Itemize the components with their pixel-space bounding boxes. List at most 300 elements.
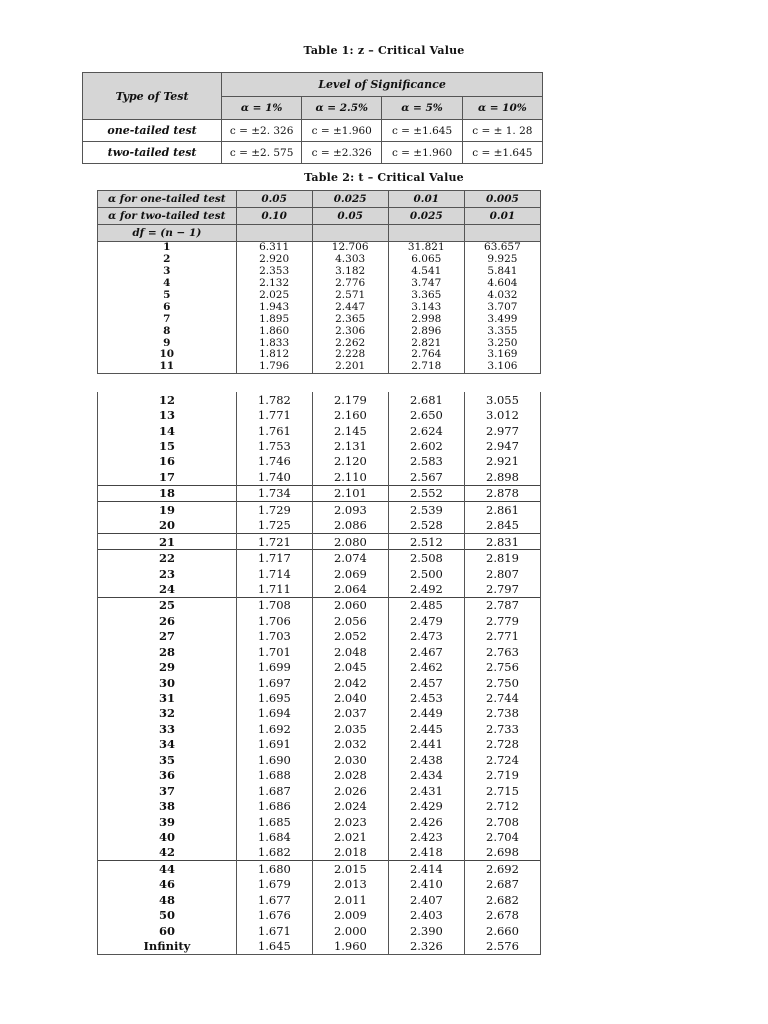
df-cell: 15 bbox=[98, 438, 237, 453]
df-cell: 34 bbox=[98, 737, 237, 752]
t-value-cell: 2.764 bbox=[388, 349, 464, 361]
t-value-cell: 2.306 bbox=[312, 325, 388, 337]
table-row bbox=[98, 659, 541, 674]
t-value-cell: 2.650 bbox=[388, 407, 464, 422]
table-row bbox=[98, 721, 541, 736]
t-value-cell: 2.353 bbox=[236, 266, 312, 278]
t-value-cell: 3.012 bbox=[464, 407, 540, 422]
df-cell: 50 bbox=[98, 907, 237, 922]
t-value-cell: 2.037 bbox=[312, 706, 388, 721]
t-value-cell: 1.682 bbox=[236, 845, 312, 861]
t-value-cell: 3.707 bbox=[464, 301, 540, 313]
t-value-cell: 1.833 bbox=[236, 337, 312, 349]
table-row bbox=[98, 675, 541, 690]
df-cell: 12 bbox=[98, 392, 237, 407]
t-value-cell: 1.697 bbox=[236, 675, 312, 690]
t-value-cell: 2.060 bbox=[312, 597, 388, 613]
t-value-cell: 2.712 bbox=[464, 798, 540, 813]
t-value-cell: 2.120 bbox=[312, 454, 388, 469]
df-cell: 42 bbox=[98, 845, 237, 861]
t-value-cell: 2.473 bbox=[388, 629, 464, 644]
two-tailed-label: α for two-tailed test bbox=[98, 208, 237, 225]
t-value-cell: 1.692 bbox=[236, 721, 312, 736]
header-spacer bbox=[236, 225, 312, 242]
t-value-cell: 3.182 bbox=[312, 266, 388, 278]
t-value-cell: 2.861 bbox=[464, 502, 540, 518]
t-value-cell: 1.691 bbox=[236, 737, 312, 752]
t-value-cell: 2.042 bbox=[312, 675, 388, 690]
t-value-cell: 2.728 bbox=[464, 737, 540, 752]
t-critical-value-table-bottom bbox=[97, 392, 541, 955]
t-value-cell: 2.787 bbox=[464, 597, 540, 613]
df-cell: 10 bbox=[98, 349, 237, 361]
t-value-cell: 2.429 bbox=[388, 798, 464, 813]
df-cell: 33 bbox=[98, 721, 237, 736]
t-value-cell: 2.921 bbox=[464, 454, 540, 469]
type-of-test-header: Type of Test bbox=[83, 73, 222, 120]
t-value-cell: 2.738 bbox=[464, 706, 540, 721]
t-value-cell: 2.074 bbox=[312, 550, 388, 566]
t-value-cell: 2.698 bbox=[464, 845, 540, 861]
t-value-cell: 2.045 bbox=[312, 659, 388, 674]
t-value-cell: 2.407 bbox=[388, 892, 464, 907]
t-value-cell: 2.015 bbox=[312, 861, 388, 877]
t-value-cell: 2.687 bbox=[464, 877, 540, 892]
df-cell: 13 bbox=[98, 407, 237, 422]
t-value-cell: 2.681 bbox=[388, 392, 464, 407]
t-value-cell: 3.499 bbox=[464, 313, 540, 325]
table-row bbox=[98, 613, 541, 628]
t-value-cell: 2.660 bbox=[464, 923, 540, 938]
t-value-cell: 1.685 bbox=[236, 814, 312, 829]
header-spacer bbox=[312, 225, 388, 242]
one-tailed-label: α for one-tailed test bbox=[98, 191, 237, 208]
t-value-cell: 2.779 bbox=[464, 613, 540, 628]
t-value-cell: 2.485 bbox=[388, 597, 464, 613]
t-value-cell: 2.030 bbox=[312, 752, 388, 767]
t-value-cell: 1.687 bbox=[236, 783, 312, 798]
t-value-cell: 2.423 bbox=[388, 829, 464, 844]
t-value-cell: 2.831 bbox=[464, 533, 540, 549]
table-row bbox=[98, 392, 541, 407]
t-value-cell: 1.714 bbox=[236, 566, 312, 581]
t-value-cell: 2.101 bbox=[312, 485, 388, 501]
alpha-one-tailed: 0.005 bbox=[464, 191, 540, 208]
t-value-cell: 2.080 bbox=[312, 533, 388, 549]
t-value-cell: 2.467 bbox=[388, 644, 464, 659]
t-value-cell: 2.733 bbox=[464, 721, 540, 736]
t-value-cell: 2.898 bbox=[464, 469, 540, 485]
header-spacer bbox=[464, 225, 540, 242]
t-value-cell: 3.143 bbox=[388, 301, 464, 313]
t-value-cell: 1.676 bbox=[236, 907, 312, 922]
t-value-cell: 2.390 bbox=[388, 923, 464, 938]
t-value-cell: 1.717 bbox=[236, 550, 312, 566]
df-cell: 25 bbox=[98, 597, 237, 613]
table-row bbox=[98, 349, 541, 361]
df-cell: 26 bbox=[98, 613, 237, 628]
df-cell: 3 bbox=[98, 266, 237, 278]
t-value-cell: 2.035 bbox=[312, 721, 388, 736]
t-value-cell: 2.028 bbox=[312, 768, 388, 783]
t-value-cell: 2.447 bbox=[312, 301, 388, 313]
t-value-cell: 2.462 bbox=[388, 659, 464, 674]
t-value-cell: 2.131 bbox=[312, 438, 388, 453]
df-cell: 35 bbox=[98, 752, 237, 767]
header-spacer bbox=[388, 225, 464, 242]
t-value-cell: 1.725 bbox=[236, 518, 312, 534]
t-value-cell: 2.708 bbox=[464, 814, 540, 829]
table-row bbox=[98, 706, 541, 721]
t-value-cell: 2.064 bbox=[312, 581, 388, 597]
two-tailed-row bbox=[83, 142, 543, 164]
t-value-cell: 2.896 bbox=[388, 325, 464, 337]
t-value-cell: 2.750 bbox=[464, 675, 540, 690]
t-value-cell: 1.761 bbox=[236, 423, 312, 438]
df-cell: 16 bbox=[98, 454, 237, 469]
df-cell: 17 bbox=[98, 469, 237, 485]
t-value-cell: 2.807 bbox=[464, 566, 540, 581]
df-cell: 27 bbox=[98, 629, 237, 644]
t-value-cell: 1.860 bbox=[236, 325, 312, 337]
t-value-cell: 2.512 bbox=[388, 533, 464, 549]
t-value-cell: 2.508 bbox=[388, 550, 464, 566]
t-value-cell: 2.069 bbox=[312, 566, 388, 581]
table-row bbox=[98, 768, 541, 783]
t-value-cell: 2.086 bbox=[312, 518, 388, 534]
t-value-cell: 2.056 bbox=[312, 613, 388, 628]
t-value-cell: 2.403 bbox=[388, 907, 464, 922]
t-value-cell: 2.048 bbox=[312, 644, 388, 659]
table-row bbox=[98, 938, 541, 954]
t-value-cell: 2.998 bbox=[388, 313, 464, 325]
table-row bbox=[98, 254, 541, 266]
t-value-cell: 1.812 bbox=[236, 349, 312, 361]
table-row bbox=[98, 266, 541, 278]
t-value-cell: 2.011 bbox=[312, 892, 388, 907]
df-cell: 20 bbox=[98, 518, 237, 534]
table-row bbox=[98, 361, 541, 373]
t-value-cell: 2.441 bbox=[388, 737, 464, 752]
t-value-cell: 1.771 bbox=[236, 407, 312, 422]
t-value-cell: 2.977 bbox=[464, 423, 540, 438]
z-table-title: Table 1: z – Critical Value bbox=[303, 44, 465, 57]
table-row bbox=[98, 907, 541, 922]
table-row bbox=[98, 313, 541, 325]
t-value-cell: 12.706 bbox=[312, 242, 388, 254]
t-value-cell: 31.821 bbox=[388, 242, 464, 254]
t-value-cell: 2.110 bbox=[312, 469, 388, 485]
t-value-cell: 2.414 bbox=[388, 861, 464, 877]
t-value-cell: 2.492 bbox=[388, 581, 464, 597]
df-cell: 36 bbox=[98, 768, 237, 783]
t-value-cell: 1.690 bbox=[236, 752, 312, 767]
t-value-cell: 2.023 bbox=[312, 814, 388, 829]
table-row bbox=[98, 923, 541, 938]
critical-value-cell: c = ±1.960 bbox=[382, 142, 462, 164]
alpha-one-tailed: 0.01 bbox=[388, 191, 464, 208]
t-value-cell: 1.703 bbox=[236, 629, 312, 644]
df-cell: 11 bbox=[98, 361, 237, 373]
table-row bbox=[98, 737, 541, 752]
t-value-cell: 1.711 bbox=[236, 581, 312, 597]
t-critical-value-table-top bbox=[97, 190, 541, 374]
t-value-cell: 2.009 bbox=[312, 907, 388, 922]
alpha-two-tailed: 0.025 bbox=[388, 208, 464, 225]
t-value-cell: 2.715 bbox=[464, 783, 540, 798]
table-row bbox=[98, 892, 541, 907]
df-cell: 2 bbox=[98, 254, 237, 266]
t-value-cell: 4.604 bbox=[464, 278, 540, 290]
t-value-cell: 2.132 bbox=[236, 278, 312, 290]
t-value-cell: 3.747 bbox=[388, 278, 464, 290]
t-value-cell: 1.701 bbox=[236, 644, 312, 659]
table-row bbox=[98, 597, 541, 613]
alpha-two-tailed: 0.10 bbox=[236, 208, 312, 225]
df-cell: 37 bbox=[98, 783, 237, 798]
t-value-cell: 2.032 bbox=[312, 737, 388, 752]
df-cell: 46 bbox=[98, 877, 237, 892]
t-value-cell: 2.040 bbox=[312, 690, 388, 705]
t-value-cell: 1.706 bbox=[236, 613, 312, 628]
t-value-cell: 2.947 bbox=[464, 438, 540, 453]
t-table-title: Table 2: t – Critical Value bbox=[304, 171, 464, 184]
t-value-cell: 2.426 bbox=[388, 814, 464, 829]
t-value-cell: 2.445 bbox=[388, 721, 464, 736]
t-value-cell: 1.679 bbox=[236, 877, 312, 892]
t-value-cell: 5.841 bbox=[464, 266, 540, 278]
t-value-cell: 2.528 bbox=[388, 518, 464, 534]
table-row bbox=[98, 644, 541, 659]
alpha-header: α = 1% bbox=[222, 97, 302, 120]
df-cell: 1 bbox=[98, 242, 237, 254]
t-value-cell: 1.960 bbox=[312, 938, 388, 954]
t-value-cell: 1.695 bbox=[236, 690, 312, 705]
t-value-cell: 2.845 bbox=[464, 518, 540, 534]
t-value-cell: 2.682 bbox=[464, 892, 540, 907]
t-value-cell: 2.771 bbox=[464, 629, 540, 644]
alpha-two-tailed: 0.05 bbox=[312, 208, 388, 225]
critical-value-cell: c = ±1.645 bbox=[382, 120, 462, 142]
t-value-cell: 3.365 bbox=[388, 290, 464, 302]
t-value-cell: 1.694 bbox=[236, 706, 312, 721]
critical-value-cell: c = ±2.326 bbox=[302, 142, 382, 164]
t-value-cell: 2.571 bbox=[312, 290, 388, 302]
table-row bbox=[98, 301, 541, 313]
df-cell: 28 bbox=[98, 644, 237, 659]
t-value-cell: 2.021 bbox=[312, 829, 388, 844]
t-value-cell: 2.145 bbox=[312, 423, 388, 438]
t-value-cell: 6.065 bbox=[388, 254, 464, 266]
t-value-cell: 3.355 bbox=[464, 325, 540, 337]
t-value-cell: 4.541 bbox=[388, 266, 464, 278]
critical-value-cell: c = ± 1. 28 bbox=[462, 120, 542, 142]
alpha-one-tailed: 0.05 bbox=[236, 191, 312, 208]
t-value-cell: 2.724 bbox=[464, 752, 540, 767]
table-row bbox=[98, 690, 541, 705]
t-value-cell: 2.438 bbox=[388, 752, 464, 767]
t-value-cell: 1.729 bbox=[236, 502, 312, 518]
t-value-cell: 63.657 bbox=[464, 242, 540, 254]
df-cell: 9 bbox=[98, 337, 237, 349]
t-value-cell: 1.753 bbox=[236, 438, 312, 453]
t-value-cell: 1.734 bbox=[236, 485, 312, 501]
t-value-cell: 1.721 bbox=[236, 533, 312, 549]
t-value-cell: 2.434 bbox=[388, 768, 464, 783]
df-cell: 38 bbox=[98, 798, 237, 813]
t-value-cell: 2.000 bbox=[312, 923, 388, 938]
df-cell: 19 bbox=[98, 502, 237, 518]
t-value-cell: 2.878 bbox=[464, 485, 540, 501]
t-value-cell: 1.684 bbox=[236, 829, 312, 844]
t-value-cell: 3.106 bbox=[464, 361, 540, 373]
alpha-header: α = 2.5% bbox=[302, 97, 382, 120]
t-value-cell: 2.453 bbox=[388, 690, 464, 705]
alpha-one-tailed: 0.025 bbox=[312, 191, 388, 208]
t-value-cell: 2.479 bbox=[388, 613, 464, 628]
t-value-cell: 2.776 bbox=[312, 278, 388, 290]
df-cell: 30 bbox=[98, 675, 237, 690]
df-cell: 40 bbox=[98, 829, 237, 844]
df-cell: 44 bbox=[98, 861, 237, 877]
table-row bbox=[98, 242, 541, 254]
table-row bbox=[98, 325, 541, 337]
df-cell: Infinity bbox=[98, 938, 237, 954]
t-value-cell: 2.026 bbox=[312, 783, 388, 798]
df-label: df = (n − 1) bbox=[98, 225, 237, 242]
row-label: one-tailed test bbox=[83, 120, 222, 142]
alpha-header: α = 10% bbox=[462, 97, 542, 120]
t-value-cell: 1.688 bbox=[236, 768, 312, 783]
t-value-cell: 2.262 bbox=[312, 337, 388, 349]
t-value-cell: 2.013 bbox=[312, 877, 388, 892]
df-cell: 8 bbox=[98, 325, 237, 337]
table-row bbox=[98, 550, 541, 566]
t-value-cell: 2.624 bbox=[388, 423, 464, 438]
alpha-two-tailed: 0.01 bbox=[464, 208, 540, 225]
t-value-cell: 2.018 bbox=[312, 845, 388, 861]
t-value-cell: 3.250 bbox=[464, 337, 540, 349]
table-row bbox=[98, 278, 541, 290]
t-value-cell: 2.678 bbox=[464, 907, 540, 922]
t-value-cell: 1.671 bbox=[236, 923, 312, 938]
table-row bbox=[98, 861, 541, 877]
t-value-cell: 2.228 bbox=[312, 349, 388, 361]
t-value-cell: 2.539 bbox=[388, 502, 464, 518]
t-value-cell: 2.920 bbox=[236, 254, 312, 266]
row-label: two-tailed test bbox=[83, 142, 222, 164]
t-value-cell: 1.708 bbox=[236, 597, 312, 613]
alpha-header: α = 5% bbox=[382, 97, 462, 120]
table-row bbox=[98, 502, 541, 518]
table-row bbox=[98, 566, 541, 581]
t-value-cell: 4.032 bbox=[464, 290, 540, 302]
table-row bbox=[98, 877, 541, 892]
df-cell: 14 bbox=[98, 423, 237, 438]
t-value-cell: 2.500 bbox=[388, 566, 464, 581]
one-tailed-row bbox=[83, 120, 543, 142]
table-row bbox=[98, 629, 541, 644]
df-cell: 22 bbox=[98, 550, 237, 566]
t-value-cell: 2.602 bbox=[388, 438, 464, 453]
t-value-cell: 9.925 bbox=[464, 254, 540, 266]
t-value-cell: 1.686 bbox=[236, 798, 312, 813]
t-value-cell: 1.680 bbox=[236, 861, 312, 877]
df-cell: 21 bbox=[98, 533, 237, 549]
t-value-cell: 2.326 bbox=[388, 938, 464, 954]
t-value-cell: 1.943 bbox=[236, 301, 312, 313]
df-cell: 18 bbox=[98, 485, 237, 501]
significance-header: Level of Significance bbox=[222, 73, 543, 97]
table-row bbox=[98, 829, 541, 844]
t-value-cell: 1.796 bbox=[236, 361, 312, 373]
df-cell: 23 bbox=[98, 566, 237, 581]
t-value-cell: 2.457 bbox=[388, 675, 464, 690]
t-value-cell: 2.797 bbox=[464, 581, 540, 597]
critical-value-cell: c = ±1.645 bbox=[462, 142, 542, 164]
t-value-cell: 2.552 bbox=[388, 485, 464, 501]
t-value-cell: 1.740 bbox=[236, 469, 312, 485]
df-cell: 48 bbox=[98, 892, 237, 907]
df-cell: 39 bbox=[98, 814, 237, 829]
t-value-cell: 2.179 bbox=[312, 392, 388, 407]
table-row bbox=[98, 845, 541, 861]
t-value-cell: 1.645 bbox=[236, 938, 312, 954]
table-row bbox=[98, 814, 541, 829]
t-value-cell: 2.576 bbox=[464, 938, 540, 954]
df-cell: 7 bbox=[98, 313, 237, 325]
table-row bbox=[98, 518, 541, 534]
t-value-cell: 1.677 bbox=[236, 892, 312, 907]
table-row bbox=[98, 783, 541, 798]
t-value-cell: 3.055 bbox=[464, 392, 540, 407]
t-value-cell: 2.052 bbox=[312, 629, 388, 644]
t-value-cell: 1.782 bbox=[236, 392, 312, 407]
df-cell: 60 bbox=[98, 923, 237, 938]
df-cell: 24 bbox=[98, 581, 237, 597]
t-value-cell: 2.718 bbox=[388, 361, 464, 373]
t-value-cell: 2.583 bbox=[388, 454, 464, 469]
df-cell: 32 bbox=[98, 706, 237, 721]
t-value-cell: 6.311 bbox=[236, 242, 312, 254]
critical-value-cell: c = ±2. 326 bbox=[222, 120, 302, 142]
t-value-cell: 2.763 bbox=[464, 644, 540, 659]
t-value-cell: 2.704 bbox=[464, 829, 540, 844]
t-value-cell: 2.093 bbox=[312, 502, 388, 518]
t-value-cell: 2.449 bbox=[388, 706, 464, 721]
table-row bbox=[98, 290, 541, 302]
table-row bbox=[98, 485, 541, 501]
t-value-cell: 2.756 bbox=[464, 659, 540, 674]
t-value-cell: 2.418 bbox=[388, 845, 464, 861]
table-row bbox=[98, 337, 541, 349]
table-row bbox=[98, 469, 541, 485]
table-row bbox=[98, 407, 541, 422]
table-row bbox=[98, 423, 541, 438]
t-value-cell: 2.819 bbox=[464, 550, 540, 566]
table-row bbox=[98, 438, 541, 453]
t-value-cell: 3.169 bbox=[464, 349, 540, 361]
t-value-cell: 2.201 bbox=[312, 361, 388, 373]
df-cell: 6 bbox=[98, 301, 237, 313]
df-cell: 31 bbox=[98, 690, 237, 705]
t-value-cell: 1.895 bbox=[236, 313, 312, 325]
df-cell: 5 bbox=[98, 290, 237, 302]
t-value-cell: 2.744 bbox=[464, 690, 540, 705]
t-value-cell: 2.024 bbox=[312, 798, 388, 813]
t-value-cell: 2.410 bbox=[388, 877, 464, 892]
t-value-cell: 2.431 bbox=[388, 783, 464, 798]
